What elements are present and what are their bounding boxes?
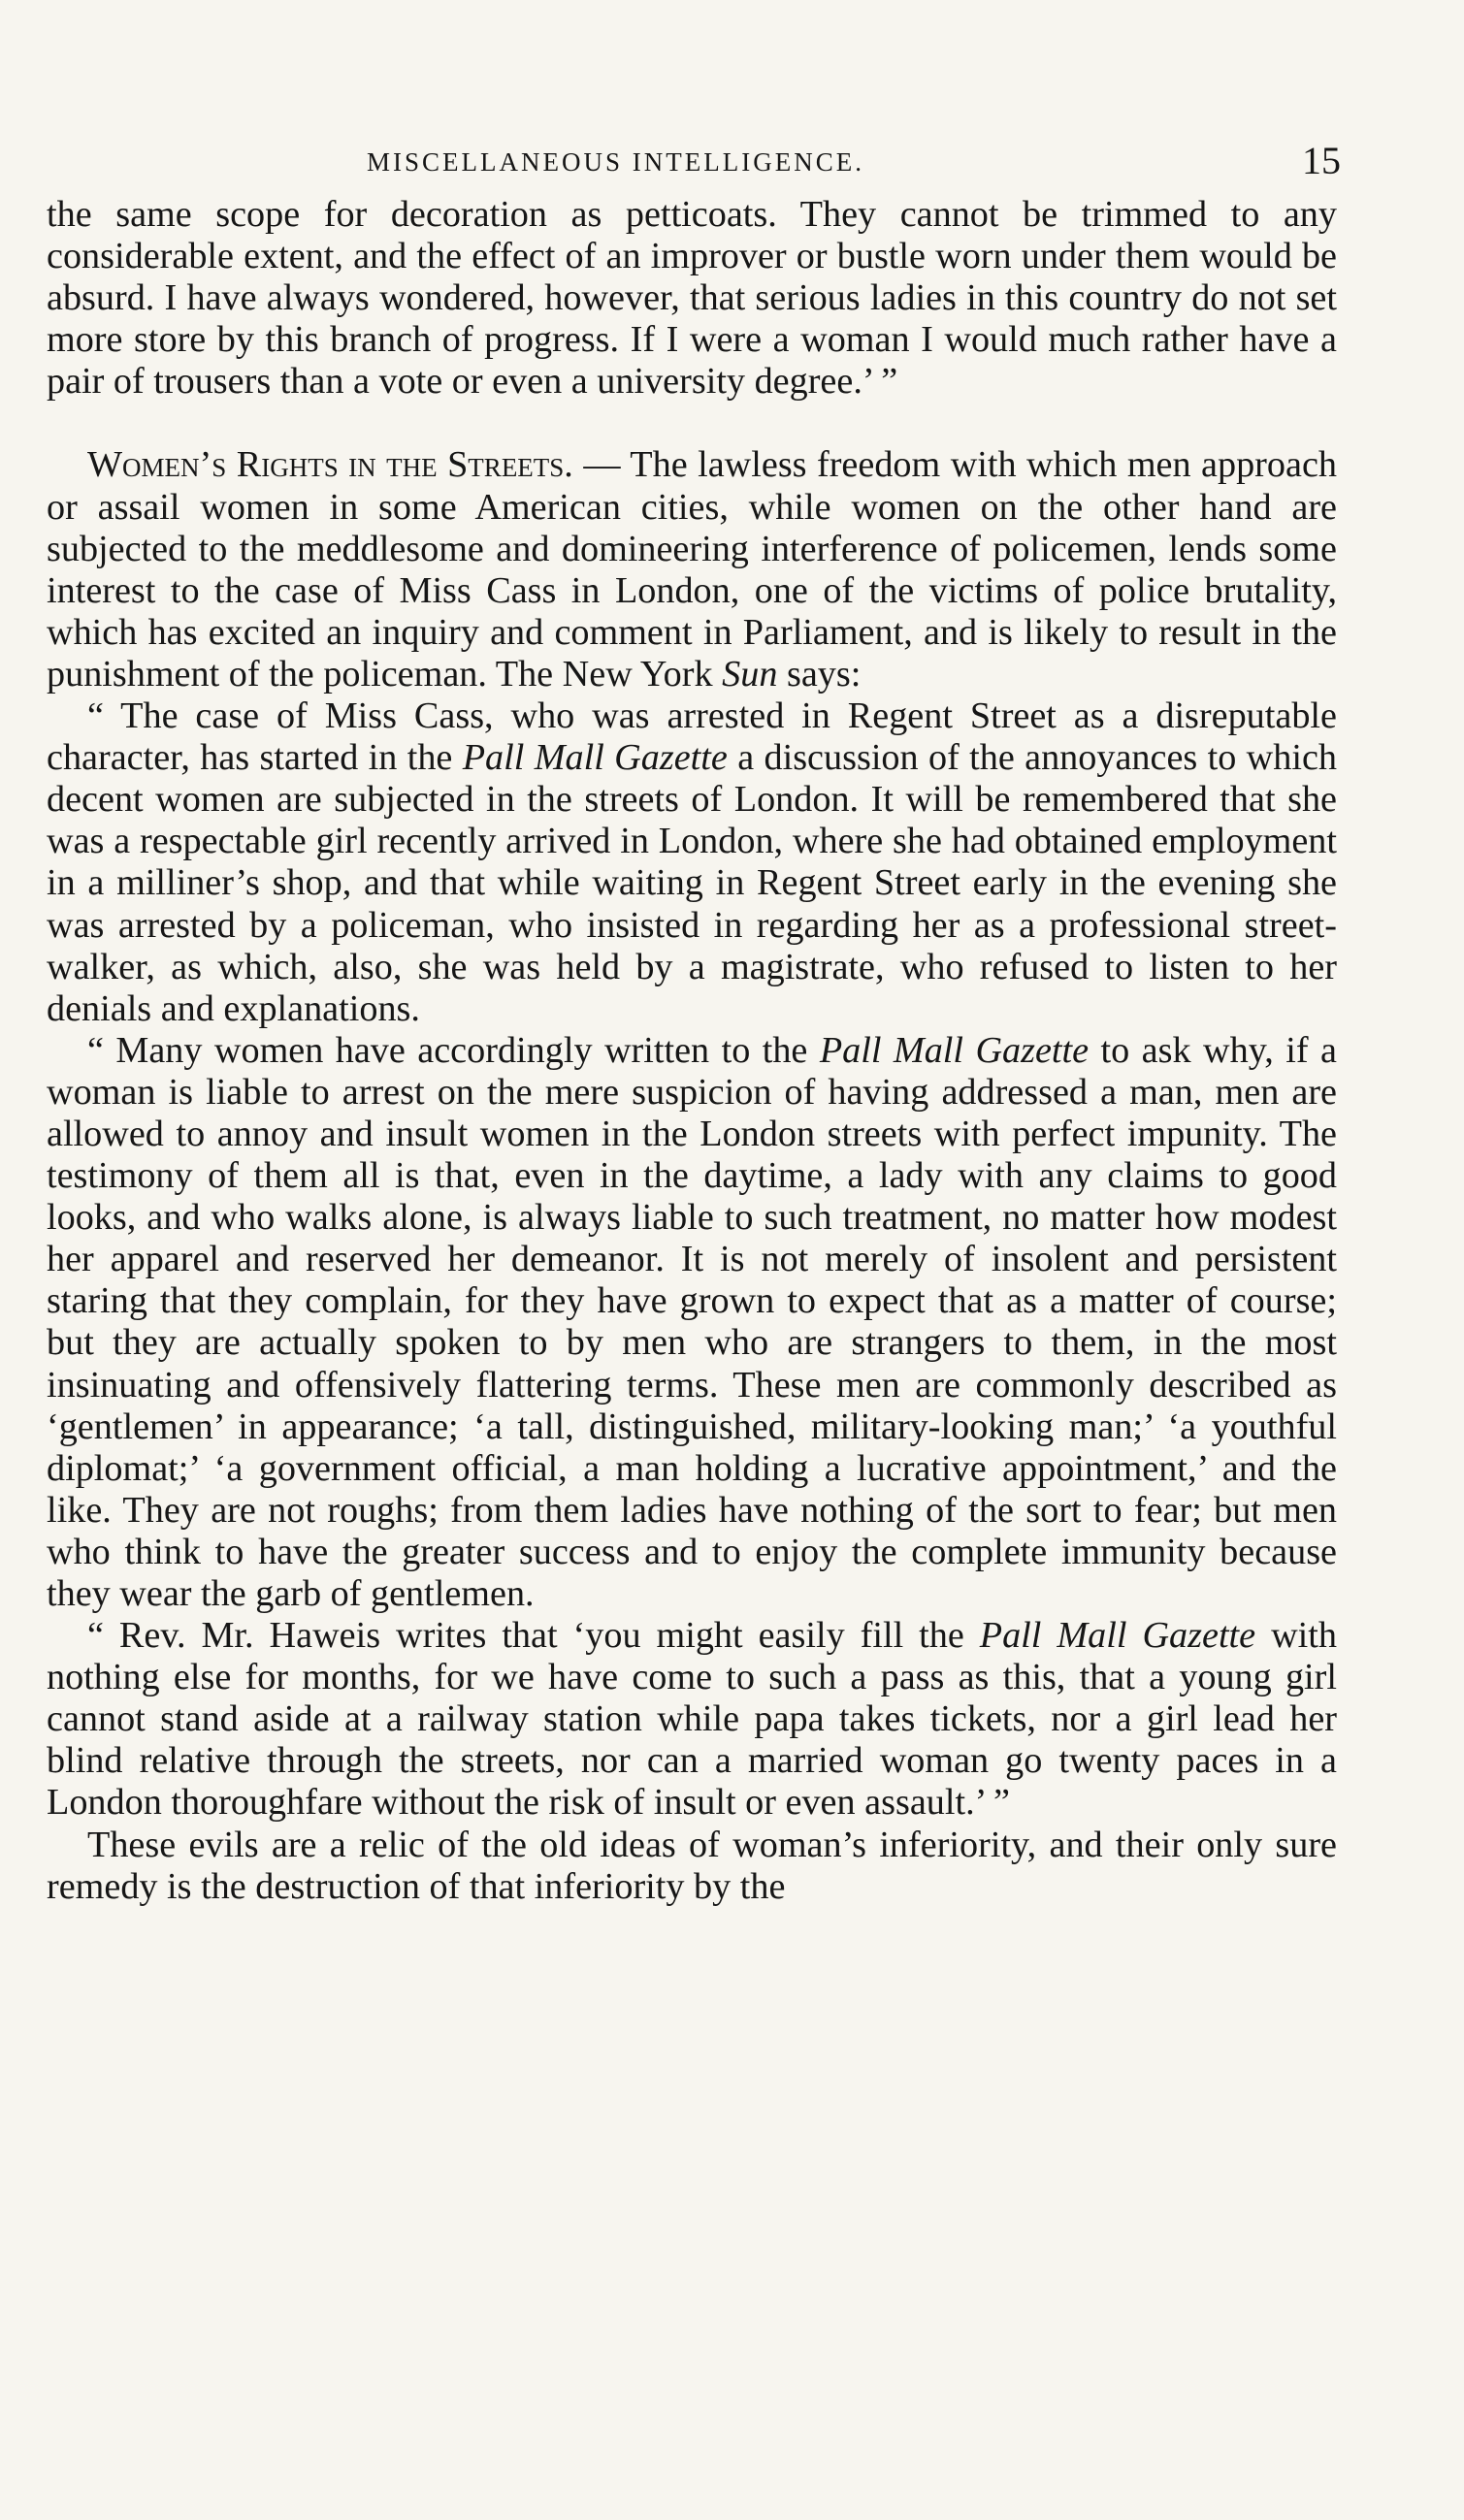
book-page [47,136,1341,1908]
newspaper-title: Pall Mall Gazette [819,1029,1090,1071]
paragraph-text: says: [777,653,862,695]
newspaper-title: Sun [722,653,778,695]
paragraph-text: a discussion of the annoyances to which decent women are subjected in the streets of London. It will be remembered that she was a respectable girl recently arrived in London, where she had obtained employment in a milliner’s shop, and that while waiting in Regent Street early in the evening she was arrested by a policeman, who insisted in regarding her as a professional street-walker, as which, also, she was held by a magistrate, who refused to listen to her denials and explanations. [47,737,1337,1029]
paragraph-text: “ Many women have accordingly written to the [87,1029,820,1071]
paragraph-conclusion: These evils are a relic of the old ideas of woman’s inferiority, and their only sure remedy is the destruction of that inferiority by the [47,1824,1337,1907]
paragraph-text: to ask why, if a woman is liable to arrest on the mere suspicion of having addressed a man, men are allowed to annoy and insult women in the London streets with perfect impunity. The testimony of them all is that, even in the daytime, a lady with any claims to good looks, and who walks alone, is always liable to such treatment, no matter how modest her apparel and reserved her demeanor. It is not merely of insolent and persistent staring that they complain, for they have grown to expect that as a matter of course; but they are actually spoken to by men who are strangers to them, in the most insinuating and offensively flattering terms. These men are commonly described as ‘gentlemen’ in appearance; ‘a tall, distinguished, military-looking man;’ ‘a youthful diplomat;’ ‘a government official, a man holding a lucrative appointment,’ and the like. They are not roughs; from them ladies have nothing of the sort to fear; but men who think to have the greater success and to enjoy the complete immunity because they wear the garb of gentlemen. [47,1029,1338,1614]
running-title: MISCELLANEOUS INTELLIGENCE. [367,147,864,177]
section-heading: Women’s Rights in the Streets. [87,444,573,486]
paragraph-text: “ Rev. Mr. Haweis writes that ‘you might easily fill the [87,1615,980,1657]
newspaper-title: Pall Mall Gazette [462,737,728,779]
paragraph-quote-miss-cass [47,695,1337,1030]
page-number: 15 [1302,139,1341,182]
paragraph-quote-haweis [47,1615,1337,1824]
paragraph-text: — The lawless freedom with which men approach or assail women in some American cities, while women on the other hand are subjected to the meddlesome and domineering interference of policemen, lends some interest to the case of Miss Cass in London, one of the victims of police brutality, which has excited an inquiry and comment in Parliament, and is likely to result in the punishment of the policeman. The New York [47,444,1337,695]
paragraph-womens-rights [47,444,1337,695]
paragraph-continuation: the same scope for decoration as petticoats. They cannot be trimmed to any considerable extent, and the effect of an improver or bustle worn under them would be absurd. I have always wondered, however, that serious ladies in this country do not set more store by this branch of progress. If I were a woman I would much rather have a pair of trousers than a vote or even a university degree.’ ” [47,194,1337,403]
paragraph-text: “ The case of Miss Cass, who was arrested in Regent Street as a disreputable character, has started in the [47,695,1337,779]
running-head [47,136,1341,194]
paragraph-text: with nothing else for months, for we have come to such a pass as this, that a young girl cannot stand aside at a railway station while papa takes tickets, nor a girl lead her blind relative through the streets, nor can a married woman go twenty paces in a London thoroughfare without the risk of insult or even assault.’ ” [47,1615,1337,1824]
paragraph-quote-many-women [47,1030,1337,1615]
newspaper-title: Pall Mall Gazette [979,1615,1256,1657]
